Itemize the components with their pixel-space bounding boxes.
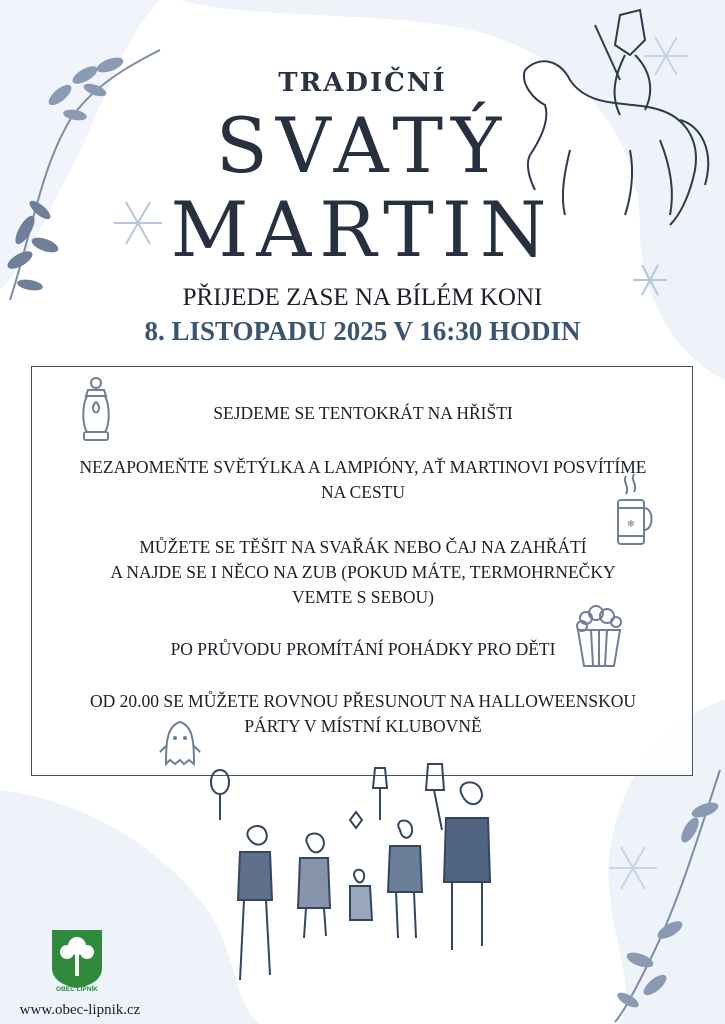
popcorn-icon	[574, 604, 624, 668]
title-line-1: SVATÝ	[215, 101, 510, 190]
info-line: SEJDEME SE TENTOKRÁT NA HŘIŠTI	[213, 403, 513, 423]
title-prefix: TRADIČNÍ	[278, 68, 447, 98]
ghost-icon	[158, 716, 202, 768]
subtitle: PŘIJEDE ZASE NA BÍLÉM KONI	[182, 284, 543, 311]
tree-logo-icon	[50, 928, 104, 988]
info-line: NA CESTU	[320, 482, 406, 502]
info-line: VEMTE S SEBOU)	[292, 587, 434, 607]
event-date: 8. LISTOPADU 2025 V 16:30 HODIN	[144, 316, 581, 346]
website-url[interactable]: www.obec-lipnik.cz	[19, 1002, 141, 1018]
info-line: PÁRTY V MÍSTNÍ KLUBOVNĚ	[244, 716, 482, 736]
info-box	[31, 366, 693, 776]
lantern-icon	[76, 376, 116, 444]
title-line-2: MARTIN	[170, 185, 555, 274]
info-line: OD 20.00 SE MŮŽETE ROVNOU PŘESUNOUT NA HALLOWEENSKOU	[89, 691, 637, 711]
info-line: NEZAPOMEŇTE SVĚTÝLKA A LAMPIÓNY, AŤ MARTINOVI POSVÍTÍME	[79, 457, 647, 477]
logo-caption: OBEC LIPNÍK	[56, 986, 98, 993]
children-with-lanterns-icon	[200, 760, 510, 1022]
info-line: A NAJDE SE I NĚCO NA ZUB (POKUD MÁTE, TERMOHRNEČKY	[110, 562, 616, 582]
info-line: PO PRŮVODU PROMÍTÁNÍ POHÁDKY PRO DĚTI	[170, 639, 556, 659]
mug-icon	[612, 472, 656, 550]
leaf-branch-icon	[610, 760, 725, 1024]
svg-text:❄: ❄	[626, 519, 636, 530]
info-line: MŮŽETE SE TĚŠIT NA SVAŘÁK NEBO ČAJ NA ZAHŘÁTÍ	[139, 537, 587, 557]
